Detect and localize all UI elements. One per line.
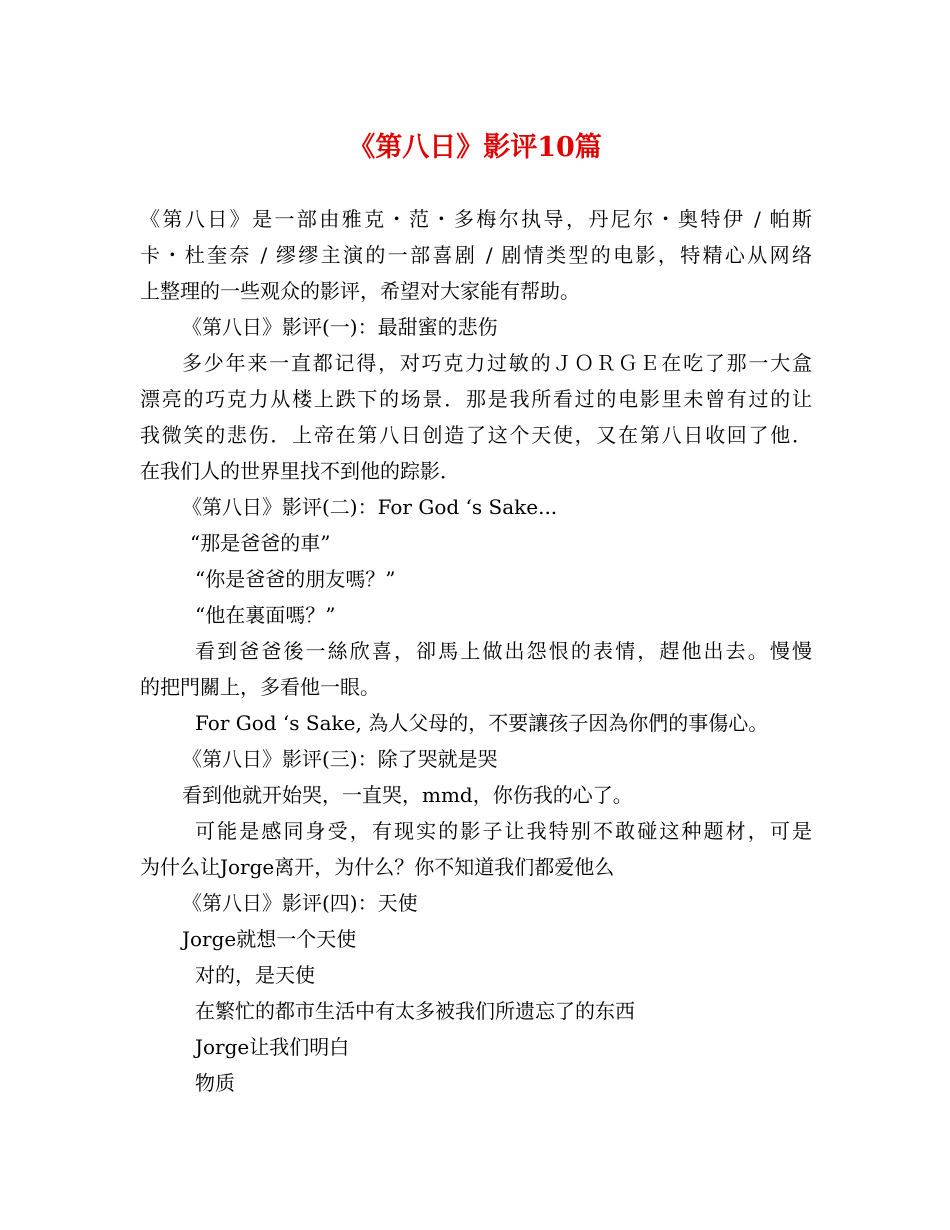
body-line: 在繁忙的都市生活中有太多被我们所遗忘了的东西 (195, 999, 635, 1023)
document-body (140, 201, 812, 1101)
body-line: 卡・杜奎奈 / 缪缪主演的一部喜剧 / 剧情类型的电影，特精心从网络 (140, 243, 812, 267)
section-heading: 《第八日》影评(一)：最甜蜜的悲伤 (182, 315, 498, 339)
body-line: 为什么让Jorge离开，为什么？你不知道我们都爱他么 (140, 855, 615, 879)
body-line: 看到他就开始哭，一直哭，mmd，你伤我的心了。 (182, 783, 633, 807)
section-heading: 《第八日》影评(三)：除了哭就是哭 (182, 747, 498, 771)
body-line: 我微笑的悲伤．上帝在第八日创造了这个天使，又在第八日收回了他． (140, 423, 812, 447)
section-heading: 《第八日》影评(二)：For God ‘s Sake... (182, 495, 558, 519)
document-title: 《第八日》影评10篇 (348, 132, 602, 163)
body-line: 物质 (195, 1071, 235, 1095)
body-line: 在我们人的世界里找不到他的踪影． (140, 459, 460, 483)
body-line: 可能是感同身受，有现实的影子让我特别不敢碰这种题材，可是 (195, 819, 812, 843)
body-line: “那是爸爸的車” (190, 531, 331, 555)
body-line: “你是爸爸的朋友嗎？” (195, 567, 396, 591)
body-line: Jorge就想一个天使 (182, 927, 357, 951)
body-line: 看到爸爸後一絲欣喜，卻馬上做出怨恨的表情，趕他出去。慢慢 (195, 639, 812, 663)
body-line: 《第八日》是一部由雅克・范・多梅尔执导，丹尼尔・奥特伊 / 帕斯 (140, 207, 812, 231)
body-line: 的把門關上，多看他一眼。 (140, 675, 380, 699)
body-line: 多少年来一直都记得，对巧克力过敏的ＪＯＲＧＥ在吃了那一大盒 (182, 351, 812, 375)
body-line: 上整理的一些观众的影评，希望对大家能有帮助。 (140, 279, 580, 303)
body-line: For God ‘s Sake, 為人父母的，不要讓孩子因為你們的事傷心。 (195, 711, 769, 735)
body-line: “他在裏面嗎？” (195, 603, 336, 627)
section-heading: 《第八日》影评(四)：天使 (182, 891, 418, 915)
body-line: Jorge让我们明白 (195, 1035, 350, 1059)
body-line: 对的，是天使 (195, 963, 315, 987)
body-line: 漂亮的巧克力从楼上跌下的场景．那是我所看过的电影里未曾有过的让 (140, 387, 812, 411)
